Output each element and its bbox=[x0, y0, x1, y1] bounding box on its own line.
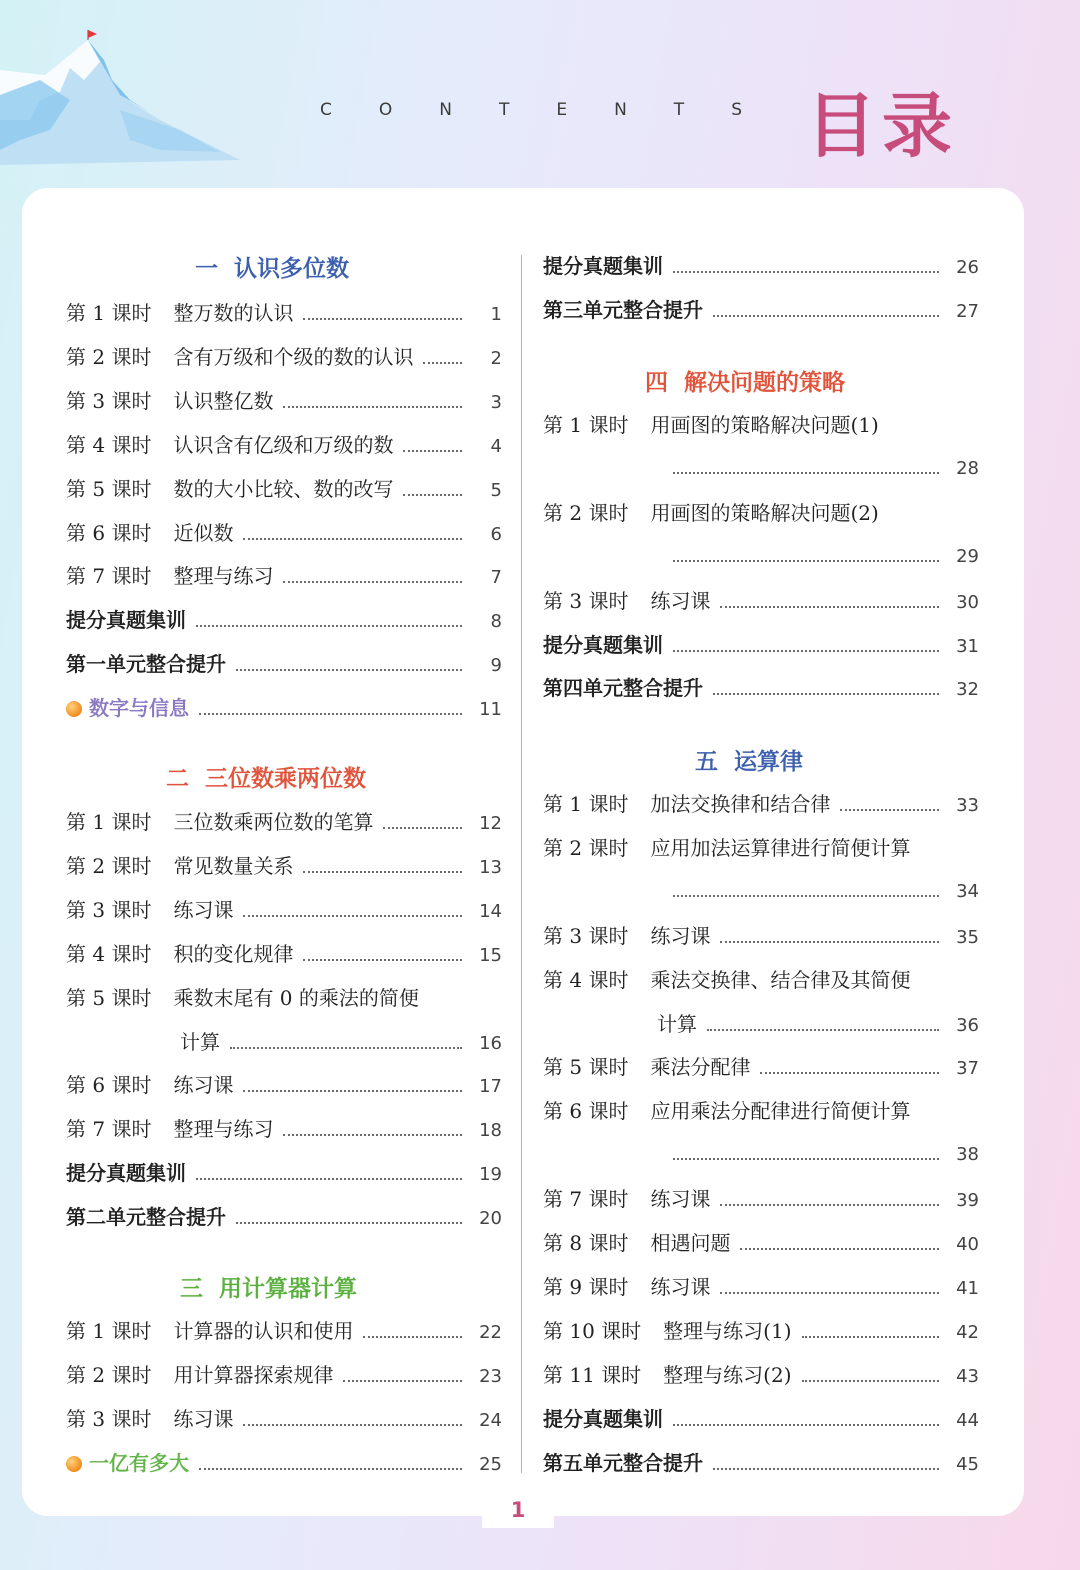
entry-label bbox=[543, 1184, 628, 1214]
page-ref: 32 bbox=[956, 679, 979, 701]
entry-label-text: 第 1 课时 bbox=[66, 301, 152, 325]
toc-entry[interactable] bbox=[543, 1272, 979, 1302]
entry-label-text: 第 10 课时 bbox=[543, 1318, 642, 1343]
dot-leader bbox=[713, 315, 939, 317]
page-ref: 28 bbox=[956, 457, 979, 479]
entry-label-text: 第 6 课时 bbox=[543, 1099, 629, 1124]
toc-entry[interactable] bbox=[66, 1114, 502, 1144]
dot-leader bbox=[840, 809, 939, 811]
entry-label bbox=[66, 807, 151, 837]
entry-label bbox=[543, 1360, 641, 1390]
page-ref: 9 bbox=[490, 655, 502, 677]
bullet-icon bbox=[66, 701, 82, 717]
page-ref: 45 bbox=[956, 1453, 979, 1475]
entry-title: 练习课 bbox=[650, 1187, 711, 1212]
toc-entry[interactable] bbox=[543, 630, 979, 660]
entry-label-text: 第 3 课时 bbox=[66, 1406, 152, 1431]
entry-label bbox=[66, 1316, 151, 1346]
entry-label-text: 第三单元整合提升 bbox=[543, 297, 703, 322]
toc-entry[interactable] bbox=[543, 921, 979, 951]
toc-entry[interactable] bbox=[66, 1448, 502, 1478]
dot-leader bbox=[243, 915, 462, 917]
entry-label-text: 提分真题集训 bbox=[66, 1161, 186, 1186]
entry-label-text: 第五单元整合提升 bbox=[543, 1450, 703, 1475]
entry-label bbox=[66, 605, 186, 635]
dot-leader bbox=[673, 895, 939, 897]
toc-entry[interactable] bbox=[66, 1070, 502, 1100]
entry-label-text: 第 3 课时 bbox=[66, 388, 152, 413]
toc-entry[interactable] bbox=[543, 1316, 979, 1346]
page-ref: 17 bbox=[479, 1076, 502, 1098]
entry-label-text: 第 2 课时 bbox=[543, 835, 629, 860]
toc-entry[interactable] bbox=[543, 1096, 979, 1126]
toc-entry[interactable] bbox=[66, 1316, 502, 1346]
entry-label bbox=[543, 1448, 703, 1478]
entry-label bbox=[66, 1360, 151, 1390]
dot-leader bbox=[230, 1047, 462, 1049]
toc-entry[interactable] bbox=[66, 561, 502, 591]
dot-leader bbox=[243, 1424, 462, 1426]
page-ref: 27 bbox=[956, 300, 979, 322]
dot-leader bbox=[760, 1072, 939, 1074]
toc-entry[interactable] bbox=[66, 298, 502, 328]
entry-label-text: 第 5 课时 bbox=[66, 985, 152, 1010]
toc-entry[interactable] bbox=[543, 454, 979, 484]
entry-label bbox=[66, 1404, 151, 1434]
dot-leader bbox=[720, 606, 939, 608]
page-title: 目录 bbox=[806, 85, 958, 167]
entry-title: 认识整亿数 bbox=[173, 388, 274, 413]
page-ref: 30 bbox=[956, 591, 979, 613]
dot-leader bbox=[243, 538, 462, 540]
entry-label bbox=[543, 965, 628, 995]
entry-label-text: 第一单元整合提升 bbox=[66, 652, 226, 677]
unit-heading: 五 运算律 bbox=[695, 749, 804, 775]
entry-label-text: 第 8 课时 bbox=[543, 1231, 629, 1255]
toc-entry[interactable] bbox=[66, 1360, 502, 1390]
entry-title: 练习课 bbox=[173, 1073, 234, 1098]
entry-label-text: 第 9 课时 bbox=[543, 1274, 629, 1299]
entry-title: 计算 bbox=[180, 1029, 220, 1054]
dot-leader bbox=[343, 1380, 462, 1382]
toc-entry[interactable] bbox=[543, 1404, 979, 1434]
toc-entry[interactable] bbox=[66, 895, 502, 925]
toc-entry[interactable] bbox=[66, 851, 502, 881]
page-ref: 31 bbox=[956, 635, 979, 657]
page-ref: 15 bbox=[479, 944, 502, 966]
dot-leader bbox=[802, 1380, 939, 1382]
toc-entry[interactable] bbox=[543, 498, 979, 528]
page-ref: 18 bbox=[479, 1120, 502, 1142]
entry-label bbox=[543, 498, 628, 528]
page-ref: 33 bbox=[956, 795, 979, 816]
page-ref: 11 bbox=[479, 699, 502, 721]
page-ref: 43 bbox=[956, 1365, 979, 1387]
entry-label-text: 提分真题集训 bbox=[543, 632, 663, 657]
entry-label bbox=[543, 833, 628, 863]
entry-label-text: 一亿有多大 bbox=[89, 1450, 189, 1475]
toc-entry[interactable] bbox=[66, 939, 502, 969]
entry-title: 应用乘法分配律进行简便计算 bbox=[650, 1099, 911, 1124]
toc-entry[interactable] bbox=[66, 605, 502, 635]
dot-leader bbox=[403, 494, 462, 496]
entry-label bbox=[543, 789, 628, 819]
entry-label bbox=[543, 251, 663, 281]
toc-entry[interactable] bbox=[543, 1448, 979, 1478]
toc-entry[interactable] bbox=[543, 833, 979, 863]
toc-entry[interactable] bbox=[66, 807, 502, 837]
entry-label-text: 第 4 课时 bbox=[66, 432, 152, 457]
page-ref: 34 bbox=[956, 880, 979, 902]
page-ref: 22 bbox=[479, 1322, 502, 1343]
entry-title: 练习课 bbox=[173, 897, 234, 922]
dot-leader bbox=[243, 1090, 462, 1092]
entry-label-text: 第二单元整合提升 bbox=[66, 1205, 226, 1230]
entry-title: 积的变化规律 bbox=[173, 941, 294, 966]
entry-label-text: 提分真题集训 bbox=[543, 1406, 663, 1431]
dot-leader bbox=[673, 1158, 939, 1160]
entry-label bbox=[66, 1202, 226, 1232]
entry-title: 整理与练习 bbox=[173, 1117, 274, 1142]
dot-leader bbox=[673, 1424, 939, 1426]
entry-label bbox=[66, 649, 226, 679]
dot-leader bbox=[423, 362, 462, 364]
entry-title: 三位数乘两位数的笔算 bbox=[173, 810, 374, 834]
page-ref: 3 bbox=[490, 391, 502, 413]
entry-label-text: 第 3 课时 bbox=[543, 588, 629, 613]
toc-entry[interactable] bbox=[543, 1228, 979, 1258]
entry-label-text: 第 4 课时 bbox=[66, 941, 152, 966]
toc-entry[interactable] bbox=[66, 518, 502, 548]
entry-title: 用计算器探索规律 bbox=[173, 1362, 334, 1387]
entry-label-text: 第 1 课时 bbox=[66, 810, 152, 834]
entry-label bbox=[543, 630, 663, 660]
dot-leader bbox=[303, 318, 462, 320]
entry-label bbox=[543, 1096, 628, 1126]
entry-label bbox=[66, 1448, 189, 1478]
entry-title: 应用加法运算律进行简便计算 bbox=[650, 835, 911, 860]
dot-leader bbox=[713, 1468, 939, 1470]
entry-title: 含有万级和个级的数的认识 bbox=[173, 344, 414, 369]
toc-entry[interactable] bbox=[543, 877, 979, 907]
page-ref: 6 bbox=[490, 523, 502, 545]
page-ref: 5 bbox=[490, 479, 502, 501]
entry-title: 用画图的策略解决问题(1) bbox=[650, 413, 879, 437]
dot-leader bbox=[363, 1336, 462, 1338]
toc-entry[interactable] bbox=[543, 1009, 979, 1039]
entry-label-text: 第 3 课时 bbox=[66, 897, 152, 922]
entry-label bbox=[66, 474, 151, 504]
toc-entry[interactable] bbox=[543, 965, 979, 995]
page-ref: 36 bbox=[956, 1014, 979, 1036]
dot-leader bbox=[196, 625, 462, 627]
page-ref: 38 bbox=[956, 1144, 979, 1166]
page-ref: 37 bbox=[956, 1058, 979, 1080]
entry-label bbox=[543, 1228, 628, 1258]
entry-label-text: 提分真题集训 bbox=[543, 254, 663, 278]
entry-label bbox=[543, 1316, 641, 1346]
entry-label bbox=[543, 586, 628, 616]
entry-label-text: 第 6 课时 bbox=[66, 1073, 152, 1098]
page-ref: 24 bbox=[479, 1409, 502, 1431]
page-ref: 13 bbox=[479, 856, 502, 878]
column-divider bbox=[521, 255, 522, 1473]
entry-label bbox=[543, 1052, 628, 1082]
contents-label: CONTENTS bbox=[320, 100, 789, 120]
toc-entry[interactable] bbox=[543, 1184, 979, 1214]
toc-entry[interactable] bbox=[66, 693, 502, 723]
toc-entry[interactable] bbox=[66, 1027, 502, 1057]
page-number: 1 bbox=[510, 1498, 526, 1522]
entry-label bbox=[66, 386, 151, 416]
toc-entry[interactable] bbox=[543, 789, 979, 819]
dot-leader bbox=[720, 941, 939, 943]
toc-entry[interactable] bbox=[66, 430, 502, 460]
entry-label bbox=[66, 1158, 186, 1188]
entry-label bbox=[66, 939, 151, 969]
toc-entry[interactable] bbox=[66, 342, 502, 372]
toc-entry[interactable] bbox=[543, 673, 979, 703]
entry-label-text: 第 1 课时 bbox=[66, 1319, 152, 1343]
toc-entry[interactable] bbox=[66, 649, 502, 679]
entry-title: 练习课 bbox=[650, 923, 711, 948]
entry-title: 相遇问题 bbox=[650, 1231, 731, 1255]
entry-label bbox=[66, 298, 151, 328]
page-ref: 35 bbox=[956, 926, 979, 948]
page-ref: 44 bbox=[956, 1409, 979, 1431]
entry-label bbox=[66, 851, 151, 881]
unit-heading: 三 用计算器计算 bbox=[180, 1276, 358, 1302]
entry-label-text: 第 7 课时 bbox=[66, 564, 152, 589]
toc-entry[interactable] bbox=[543, 542, 979, 572]
dot-leader bbox=[199, 1468, 462, 1470]
entry-label bbox=[66, 693, 189, 723]
entry-label bbox=[66, 895, 151, 925]
entry-label-text: 第 11 课时 bbox=[543, 1362, 642, 1387]
entry-label-text: 第 7 课时 bbox=[66, 1117, 152, 1142]
toc-entry[interactable] bbox=[543, 295, 979, 325]
entry-label-text: 第 2 课时 bbox=[66, 344, 152, 369]
page-ref: 16 bbox=[479, 1032, 502, 1054]
page-ref: 29 bbox=[956, 545, 979, 567]
dot-leader bbox=[303, 871, 462, 873]
page-ref: 7 bbox=[490, 567, 502, 589]
toc-entry[interactable] bbox=[543, 1140, 979, 1170]
dot-leader bbox=[196, 1178, 462, 1180]
toc-entry[interactable] bbox=[66, 983, 502, 1013]
page-ref: 1 bbox=[490, 304, 502, 325]
entry-label-text: 第 2 课时 bbox=[66, 853, 152, 878]
dot-leader bbox=[707, 1029, 939, 1031]
entry-label-text: 第 3 课时 bbox=[543, 923, 629, 948]
entry-label-text: 提分真题集训 bbox=[66, 608, 186, 633]
entry-label bbox=[66, 561, 151, 591]
entry-title: 计算 bbox=[657, 1011, 697, 1036]
entry-title: 计算器的认识和使用 bbox=[173, 1319, 354, 1343]
page-ref: 26 bbox=[956, 257, 979, 278]
entry-title: 整理与练习 bbox=[173, 564, 274, 589]
dot-leader bbox=[283, 406, 462, 408]
toc-entry[interactable] bbox=[543, 586, 979, 616]
entry-label bbox=[66, 518, 151, 548]
entry-title: 乘数末尾有 0 的乘法的简便 bbox=[173, 985, 419, 1010]
entry-label bbox=[66, 1070, 151, 1100]
dot-leader bbox=[236, 1222, 462, 1224]
entry-title: 整理与练习(2) bbox=[663, 1362, 792, 1387]
toc-entry[interactable] bbox=[543, 251, 979, 281]
dot-leader bbox=[236, 669, 462, 671]
dot-leader bbox=[713, 693, 939, 695]
entry-label bbox=[66, 430, 151, 460]
dot-leader bbox=[199, 713, 462, 715]
entry-title: 练习课 bbox=[173, 1406, 234, 1431]
entry-label bbox=[543, 673, 703, 703]
page-ref: 14 bbox=[479, 900, 502, 922]
entry-label-text: 第 1 课时 bbox=[543, 413, 629, 437]
toc-entry[interactable] bbox=[66, 386, 502, 416]
dot-leader bbox=[283, 1134, 462, 1136]
entry-title: 整万数的认识 bbox=[173, 301, 294, 325]
page-ref: 25 bbox=[479, 1453, 502, 1475]
entry-title: 数的大小比较、数的改写 bbox=[173, 476, 394, 501]
dot-leader bbox=[673, 560, 939, 562]
dot-leader bbox=[740, 1248, 939, 1250]
dot-leader bbox=[283, 581, 462, 583]
entry-label bbox=[66, 342, 151, 372]
entry-title: 练习课 bbox=[650, 1274, 711, 1299]
page-ref: 42 bbox=[956, 1321, 979, 1343]
toc-entry[interactable] bbox=[543, 1052, 979, 1082]
dot-leader bbox=[673, 472, 939, 474]
page-ref: 8 bbox=[490, 611, 502, 633]
entry-label-text: 第 2 课时 bbox=[66, 1362, 152, 1387]
bullet-icon bbox=[66, 1456, 82, 1472]
page-ref: 4 bbox=[490, 435, 502, 457]
entry-label-text: 第 4 课时 bbox=[543, 967, 629, 992]
entry-title: 整理与练习(1) bbox=[663, 1318, 792, 1343]
entry-label-text: 第 2 课时 bbox=[543, 500, 629, 525]
dot-leader bbox=[720, 1292, 939, 1294]
entry-label-text: 数字与信息 bbox=[89, 696, 189, 721]
entry-label-text: 第四单元整合提升 bbox=[543, 676, 703, 701]
page-ref: 2 bbox=[490, 347, 502, 369]
page-ref: 12 bbox=[479, 813, 502, 834]
dot-leader bbox=[802, 1336, 939, 1338]
entry-title: 用画图的策略解决问题(2) bbox=[650, 500, 879, 525]
dot-leader bbox=[673, 650, 939, 652]
page-ref: 19 bbox=[479, 1164, 502, 1186]
page-ref: 41 bbox=[956, 1277, 979, 1299]
entry-title: 近似数 bbox=[173, 520, 234, 545]
dot-leader bbox=[403, 450, 462, 452]
toc-entry[interactable] bbox=[66, 1404, 502, 1434]
unit-heading: 四 解决问题的策略 bbox=[645, 370, 846, 396]
toc-entry[interactable] bbox=[66, 1158, 502, 1188]
toc-entry[interactable] bbox=[66, 474, 502, 504]
unit-heading: 二 三位数乘两位数 bbox=[166, 766, 367, 792]
entry-title: 乘法交换律、结合律及其简便 bbox=[650, 967, 911, 992]
entry-label bbox=[543, 295, 703, 325]
dot-leader bbox=[720, 1204, 939, 1206]
entry-label bbox=[66, 983, 151, 1013]
entry-label-text: 第 5 课时 bbox=[543, 1055, 629, 1080]
page-ref: 23 bbox=[479, 1365, 502, 1387]
entry-label-text: 第 6 课时 bbox=[66, 520, 152, 545]
entry-title: 认识含有亿级和万级的数 bbox=[173, 432, 394, 457]
mountain-illustration bbox=[0, 0, 240, 180]
unit-heading: 一 认识多位数 bbox=[195, 256, 350, 282]
page-ref: 20 bbox=[479, 1208, 502, 1230]
entry-title: 练习课 bbox=[650, 588, 711, 613]
entry-label-text: 第 1 课时 bbox=[543, 792, 629, 816]
entry-title: 加法交换律和结合律 bbox=[650, 792, 831, 816]
entry-label bbox=[543, 410, 628, 440]
entry-title: 乘法分配律 bbox=[650, 1055, 751, 1080]
toc-entry[interactable] bbox=[543, 410, 979, 440]
dot-leader bbox=[383, 827, 462, 829]
dot-leader bbox=[673, 271, 939, 273]
toc-entry[interactable] bbox=[543, 1360, 979, 1390]
entry-label bbox=[543, 921, 628, 951]
entry-title: 常见数量关系 bbox=[173, 853, 294, 878]
entry-label-text: 第 5 课时 bbox=[66, 476, 152, 501]
entry-label bbox=[66, 1114, 151, 1144]
toc-entry[interactable] bbox=[66, 1202, 502, 1232]
page-ref: 39 bbox=[956, 1190, 979, 1212]
entry-label-text: 第 7 课时 bbox=[543, 1187, 629, 1212]
page-ref: 40 bbox=[956, 1234, 979, 1255]
entry-label bbox=[543, 1404, 663, 1434]
dot-leader bbox=[303, 959, 462, 961]
entry-label bbox=[543, 1272, 628, 1302]
